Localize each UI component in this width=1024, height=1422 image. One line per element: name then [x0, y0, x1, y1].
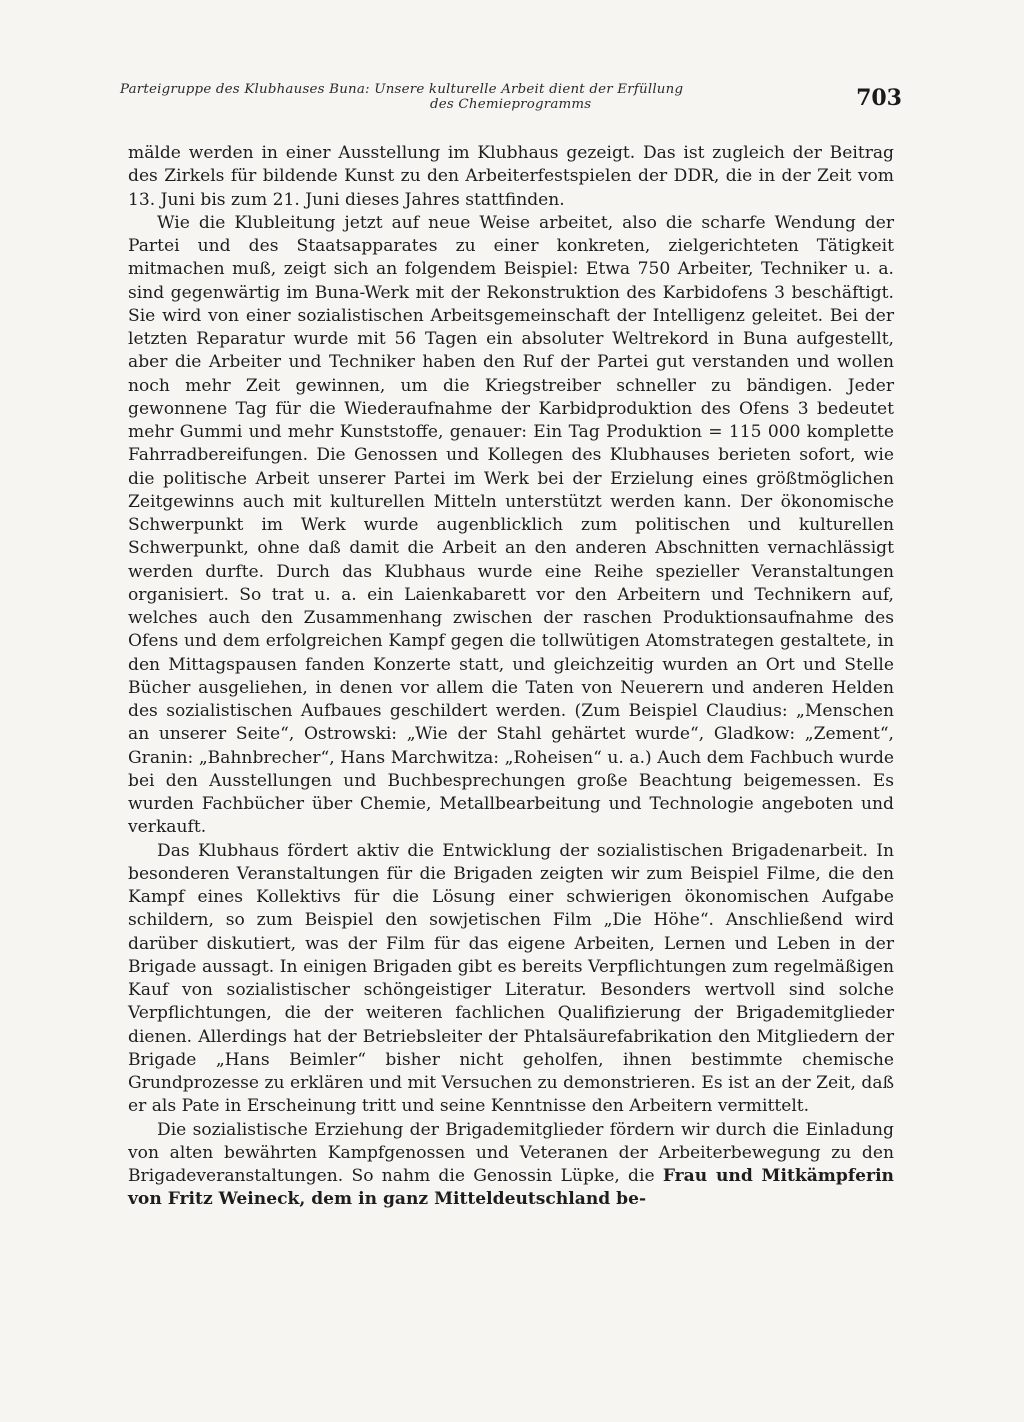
paragraph-1: mälde werden in einer Ausstellung im Klubhaus gezeigt. Das ist zugleich der Beitrag des Zirkels für bildende Kunst zu den Arbeiterfestspielen der DDR, die in der Zeit vom 13. Juni bis zum 21. Juni dieses Jahres stattfinden.: [128, 143, 894, 210]
paragraph-4: [128, 1119, 894, 1212]
paragraph-4-main: Die sozialistische Erziehung der Brigademitglieder fördern wir durch die Einladung von alten bewährten Kampfgenossen und Veteranen der Arbeiterbewegung zu den Brigadeveranstaltungen. So nahm die Genossin Lüpke, die: [128, 1119, 894, 1186]
body-text: [128, 142, 894, 1212]
paragraph-4-bold-tail: Frau und Mitkämpferin von Fritz Weineck, dem in ganz Mitteldeutschland be-: [128, 1166, 894, 1210]
page-number: 703: [856, 85, 902, 111]
running-title: [120, 82, 800, 112]
page-header: [120, 82, 910, 124]
paragraph-2: Wie die Klubleitung jetzt auf neue Weise arbeitet, also die scharfe Wendung der Partei und des Staatsapparates zu einer konkreten, zielgerichteten Tätigkeit mitmachen muß, zeigt sich an folgendem Beispiel: Etwa 750 Arbeiter, Techniker u. a. sind gegenwärtig im Buna-Werk mit der Rekonstruktion des Karbidofens 3 beschäftigt. Sie wird von einer sozialistischen Arbeitsgemeinschaft der Intelligenz geleitet. Bei der letzten Reparatur wurde mit 56 Tagen ein absoluter Weltrekord in Buna aufgestellt, aber die Arbeiter und Techniker haben den Ruf der Partei gut verstanden und wollen noch mehr Zeit gewinnen, um die Kriegstreiber schneller zu bändigen. Jeder gewonnene Tag für die Wiederaufnahme der Karbidproduktion des Ofens 3 bedeutet mehr Gummi und mehr Kunststoffe, genauer: Ein Tag Produktion = 115 000 komplette Fahrradbereifungen. Die Genossen und Kollegen des Klubhauses berieten sofort, wie die politische Arbeit unserer Partei im Werk bei der Erzielung eines größtmöglichen Zeitgewinns auch mit kulturellen Mitteln unterstützt werden kann. Der ökonomische Schwerpunkt im Werk wurde augenblicklich zum politischen und kulturellen Schwerpunkt, ohne daß damit die Arbeit an den anderen Abschnitten vernachlässigt werden durfte. Durch das Klubhaus wurde eine Reihe spezieller Veranstaltungen organisiert. So trat u. a. ein Laienkabarett vor den Arbeitern und Technikern auf, welches auch den Zusammenhang zwischen der raschen Produktionsaufnahme des Ofens und dem erfolgreichen Kampf gegen die tollwütigen Atomstrategen gestaltete, in den Mittagspausen fanden Konzerte statt, und gleichzeitig wurden an Ort und Stelle Bücher ausgeliehen, in denen vor allem die Taten von Neuerern und anderen Helden des sozialistischen Aufbaues geschildert werden. (Zum Beispiel Claudius: „Menschen an unserer Seite“, Ostrowski: „Wie der Stahl gehärtet wurde“, Gladkow: „Zement“, Granin: „Bahnbrecher“, Hans Marchwitza: „Roheisen“ u. a.) Auch dem Fachbuch wurde bei den Ausstellungen und Buchbesprechungen große Beachtung beigemessen. Es wurden Fachbücher über Chemie, Metallbearbeitung und Technologie angeboten und verkauft.: [128, 212, 894, 838]
running-title-line-2: des Chemieprogramms: [430, 97, 592, 112]
running-title-line-1: Parteigruppe des Klubhauses Buna: Unsere kulturelle Arbeit dient der Erfüllung: [120, 82, 684, 97]
paragraph-3: Das Klubhaus fördert aktiv die Entwicklung der sozialistischen Brigadenarbeit. In besonderen Veranstaltungen für die Brigaden zeigten wir zum Beispiel Filme, die den Kampf eines Kollektivs für die Lösung einer schwierigen ökonomischen Aufgabe schildern, so zum Beispiel den sowjetischen Film „Die Höhe“. Anschließend wird darüber diskutiert, was der Film für das eigene Arbeiten, Lernen und Leben in der Brigade aussagt. In einigen Brigaden gibt es bereits Verpflichtungen zum regelmäßigen Kauf von sozialistischer schöngeistiger Literatur. Besonders wertvoll sind solche Verpflichtungen, die der weiteren fachlichen Qualifizierung der Brigademitglieder dienen. Allerdings hat der Betriebsleiter der Phtalsäurefabrikation den Mitgliedern der Brigade „Hans Beimler“ bisher nicht geholfen, ihnen bestimmte chemische Grundprozesse zu erklären und mit Versuchen zu demonstrieren. Es ist an der Zeit, daß er als Pate in Erscheinung tritt und seine Kenntnisse den Arbeitern vermittelt.: [128, 840, 894, 1117]
